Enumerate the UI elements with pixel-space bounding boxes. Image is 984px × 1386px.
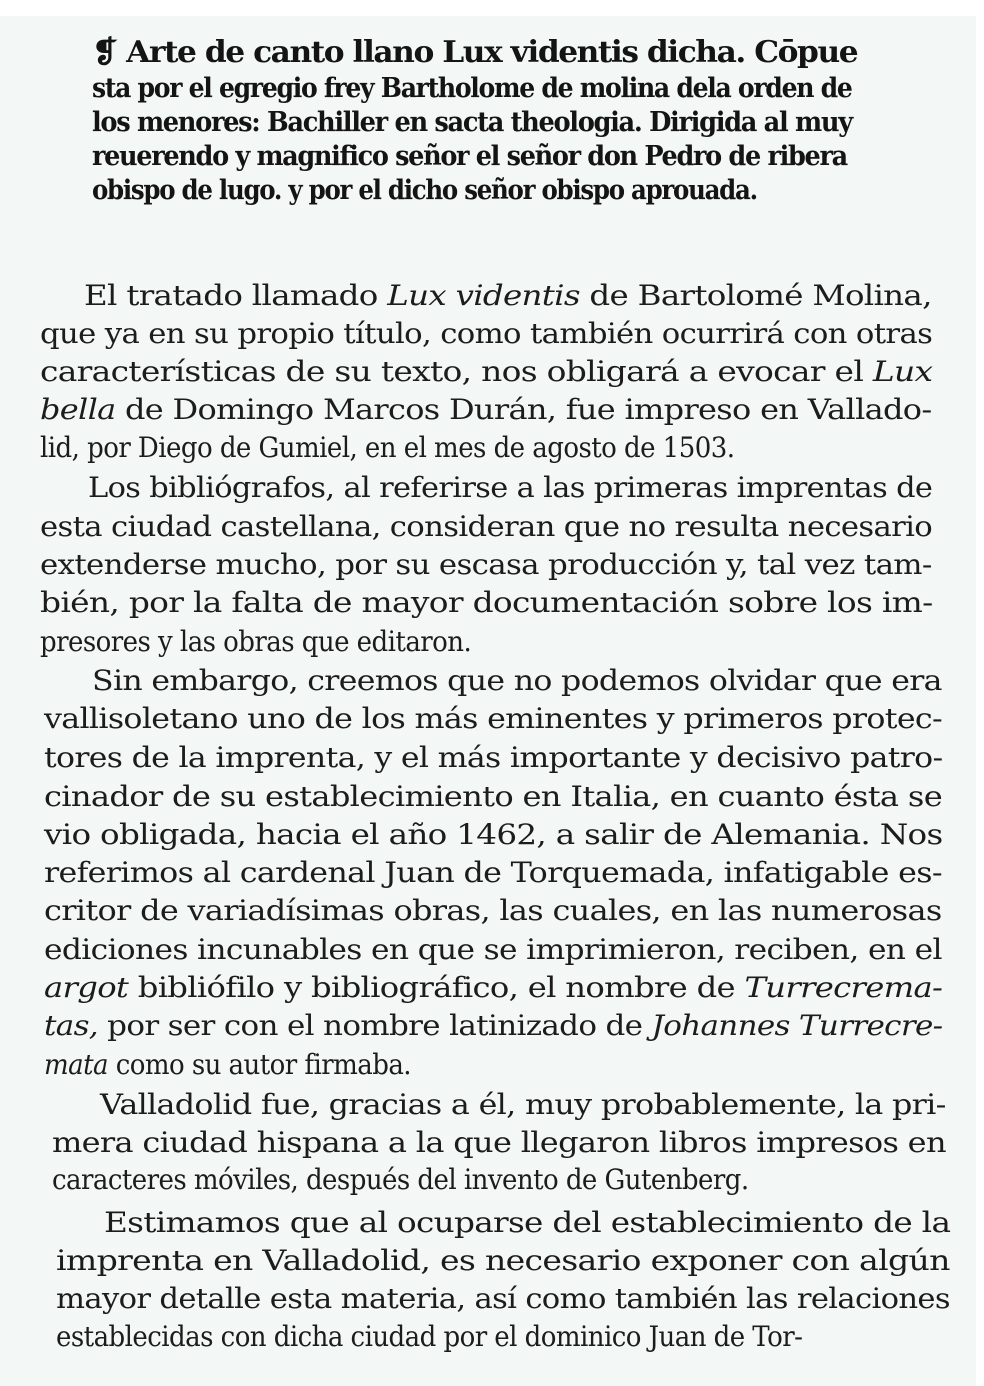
text-line <box>40 509 932 545</box>
text-segment: de Bartolomé Molina, <box>579 279 932 312</box>
text-segment: como su autor firmaba. <box>107 1048 412 1081</box>
italic-segment: Turrecrema- <box>744 971 943 1004</box>
text-line <box>100 1087 946 1123</box>
text-line <box>44 779 942 815</box>
text-line <box>40 392 932 428</box>
text-segment: vio obligada, hacia el año 1462, a salir de Alemania. Nos <box>44 818 943 851</box>
text-line <box>52 1162 749 1198</box>
text-segment: bién, por la falta de mayor documentación sobre los im- <box>40 586 933 619</box>
text-line <box>56 1243 950 1279</box>
text-line <box>40 585 933 621</box>
text-line <box>104 1205 950 1241</box>
italic-segment: Lux videntis <box>387 279 580 312</box>
italic-segment: Johannes Turrecre- <box>651 1009 943 1042</box>
gothic-heading-line: sta por el egregio frey Bartholome de molina dela orden de <box>92 73 852 104</box>
text-line <box>52 1125 946 1161</box>
text-segment: bibliófilo y bibliográfico, el nombre de <box>128 971 745 1004</box>
text-line <box>44 970 942 1006</box>
text-line <box>40 354 932 390</box>
text-line <box>44 1008 942 1044</box>
gothic-heading-line: los menores: Bachiller en sacta theologia. Dirigida al muy <box>92 107 852 138</box>
text-segment: Estimamos que al ocuparse del establecimiento de la <box>104 1206 951 1239</box>
text-segment: mera ciudad hispana a la que llegaron libros impresos en <box>52 1126 946 1159</box>
gothic-heading-line: ❡ Arte de canto llano Lux videntis dicha. Cōpue <box>92 35 858 70</box>
text-line <box>56 1281 950 1317</box>
text-segment: características de su texto, nos obligará a evocar el <box>40 355 873 388</box>
text-line <box>40 547 932 583</box>
text-segment: que ya en su propio título, como también ocurrirá con otras <box>40 317 933 350</box>
text-segment: cinador de su establecimiento en Italia, en cuanto ésta se <box>44 780 943 813</box>
text-segment: de Domingo Marcos Durán, fue impreso en Vallado- <box>115 393 932 426</box>
text-line <box>92 663 942 699</box>
italic-segment: Lux <box>872 355 933 388</box>
text-segment: extenderse mucho, por su escasa producción y, tal vez tam- <box>40 548 932 581</box>
text-segment: establecidas con dicha ciudad por el dominico Juan de Tor- <box>56 1320 803 1353</box>
text-segment: caracteres móviles, después del invento de Gutenberg. <box>52 1163 749 1196</box>
text-segment: por ser con el nombre latinizado de <box>97 1009 652 1042</box>
text-line <box>44 893 942 929</box>
text-segment: El tratado llamado <box>84 279 388 312</box>
text-line <box>40 316 932 352</box>
gothic-heading-line: reuerendo y magnifico señor el señor don Pedro de ribera <box>92 141 847 172</box>
text-segment: vallisoletano uno de los más eminentes y primeros protec- <box>44 702 943 735</box>
italic-segment: mata <box>44 1048 108 1081</box>
text-segment: lid, por Diego de Gumiel, en el mes de agosto de 1503. <box>40 431 735 464</box>
text-segment: referimos al cardenal Juan de Torquemada, infatigable es- <box>44 856 942 889</box>
italic-segment: bella <box>40 393 116 426</box>
scanned-book-page <box>0 16 976 1386</box>
italic-segment: tas, <box>44 1009 98 1042</box>
italic-segment: argot <box>44 971 129 1004</box>
text-line <box>56 1319 802 1355</box>
text-segment: critor de variadísimas obras, las cuales, en las numerosas <box>44 894 942 927</box>
text-line <box>44 932 942 968</box>
text-segment: Los bibliógrafos, al referirse a las primeras imprentas de <box>88 471 933 504</box>
text-line <box>84 278 932 314</box>
text-line <box>44 701 942 737</box>
text-line <box>44 817 943 853</box>
text-segment: ediciones incunables en que se imprimieron, reciben, en el <box>44 933 942 966</box>
text-line <box>44 1047 411 1083</box>
text-line <box>44 740 942 776</box>
text-segment: tores de la imprenta, y el más importante y decisivo patro- <box>44 741 943 774</box>
text-line <box>44 855 942 891</box>
text-segment: Valladolid fue, gracias a él, muy probablemente, la pri- <box>100 1088 946 1121</box>
text-segment: presores y las obras que editaron. <box>40 625 472 658</box>
text-segment: imprenta en Valladolid, es necesario exponer con algún <box>56 1244 950 1277</box>
text-line <box>40 624 471 660</box>
gothic-heading-line: obispo de lugo. y por el dicho señor obispo aprouada. <box>92 175 757 206</box>
text-segment: mayor detalle esta materia, así como también las relaciones <box>56 1282 950 1315</box>
text-segment: esta ciudad castellana, consideran que no resulta necesario <box>40 510 933 543</box>
gothic-heading <box>92 34 872 208</box>
text-line <box>88 470 932 506</box>
text-line <box>40 430 734 466</box>
text-segment: Sin embargo, creemos que no podemos olvidar que era <box>92 664 942 697</box>
